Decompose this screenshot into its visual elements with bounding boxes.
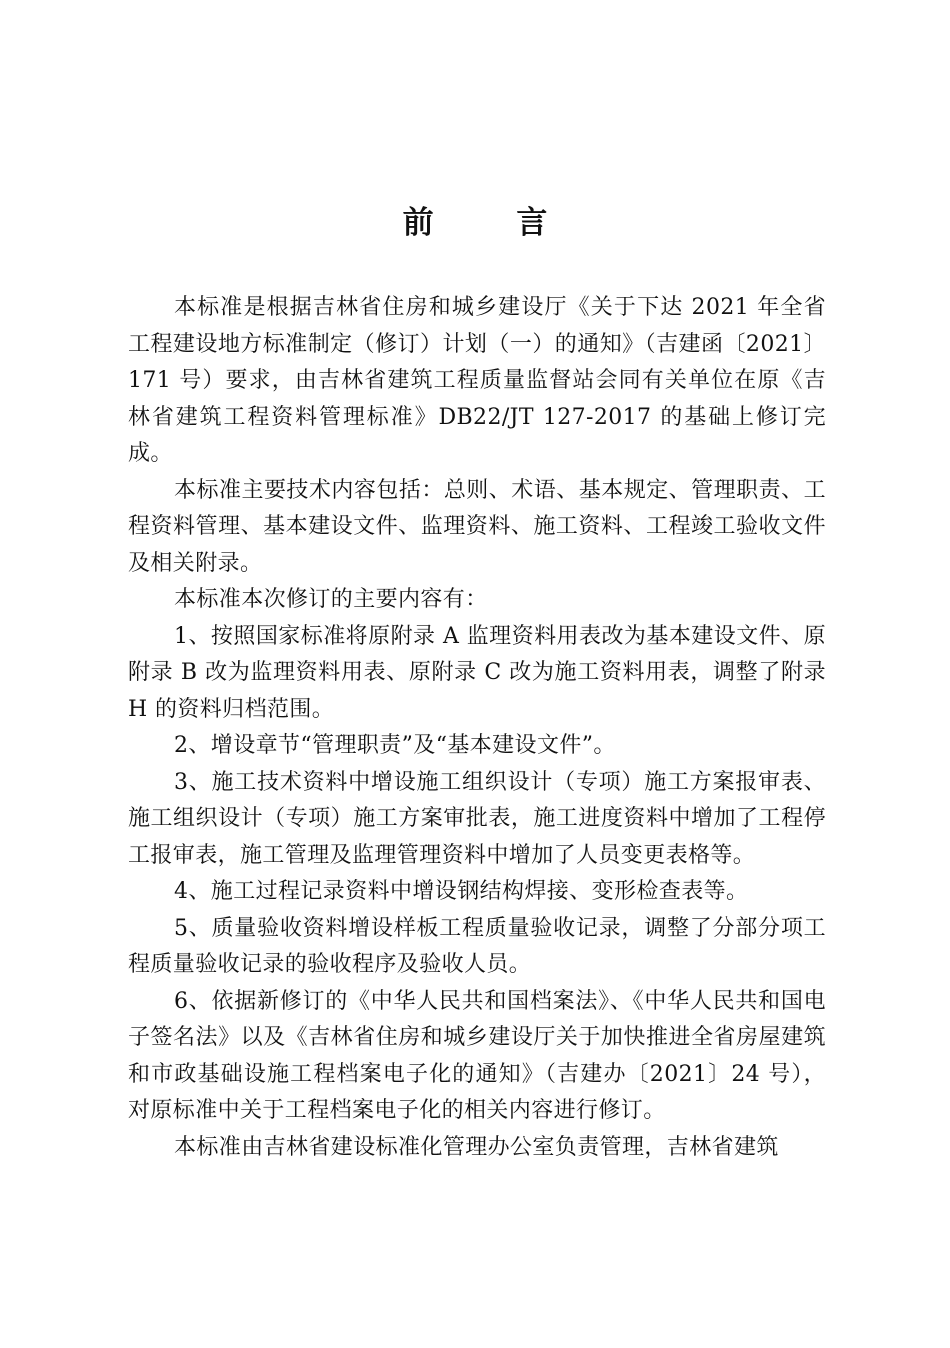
- paragraph-revision-item-4: 4、施工过程记录资料中增设钢结构焊接、变形检查表等。: [174, 879, 749, 904]
- paragraph-revision-item-1: 1、按照国家标准将原附录 A 监理资料用表改为基本建设文件、原附录 B 改为监理资料用表、原附录 C 改为施工资料用表，调整了附录 H 的资料归档范围。: [128, 623, 826, 722]
- paragraph-management: 本标准由吉林省建设标准化管理办公室负责管理，吉林省建筑: [174, 1134, 779, 1160]
- page-title: 前 言: [402, 205, 584, 241]
- preface-body: [128, 290, 826, 1166]
- paragraph-technical-content: 本标准主要技术内容包括：总则、术语、基本规定、管理职责、工程资料管理、基本建设文件、监理资料、施工资料、工程竣工验收文件及相关附录。: [128, 477, 826, 576]
- paragraph-revision-item-6: 6、依据新修订的《中华人民共和国档案法》、《中华人民共和国电子签名法》以及《吉林省住房和城乡建设厅关于加快推进全省房屋建筑和市政基础设施工程档案电子化的通知》（吉建办〔2021〕24 号），对原标准中关于工程档案电子化的相关内容进行修订。: [128, 988, 826, 1123]
- paragraph-revision-item-3: 3、施工技术资料中增设施工组织设计（专项）施工方案报审表、施工组织设计（专项）施工方案审批表，施工进度资料中增加了工程停工报审表，施工管理及监理管理资料中增加了人员变更表格等。: [128, 769, 826, 868]
- paragraph-revision-item-2: 2、增设章节“管理职责”及“基本建设文件”。: [174, 733, 616, 758]
- paragraph-revision-item-5: 5、质量验收资料增设样板工程质量验收记录，调整了分部分项工程质量验收记录的验收程序及验收人员。: [128, 915, 826, 977]
- paragraph-basis: 本标准是根据吉林省住房和城乡建设厅《关于下达 2021 年全省工程建设地方标准制定（修订）计划（一）的通知》（吉建函〔2021〕171 号）要求，由吉林省建筑工程质量监督站会同有关单位在原《吉林省建筑工程资料管理标准》DB22/JT 127-2017 的基础上修订完成。: [128, 295, 826, 466]
- paragraph-revision-intro: 本标准本次修订的主要内容有：: [174, 587, 488, 612]
